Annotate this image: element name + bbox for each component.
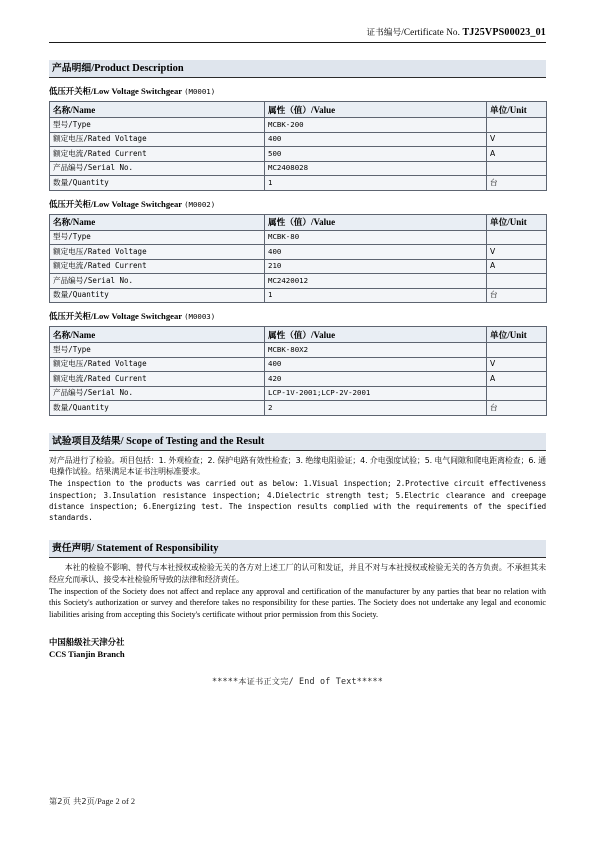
row-label	[50, 230, 265, 245]
column-header-value-en: /Value	[310, 329, 336, 340]
row-value: LCP-1V-2001;LCP-2V-2001	[265, 386, 487, 401]
row-unit	[487, 147, 547, 162]
row-label	[50, 386, 265, 401]
row-label	[50, 147, 265, 162]
row-value: 1	[265, 176, 487, 191]
column-header-value-en: /Value	[310, 217, 336, 227]
row-label-cn: 额定电压	[53, 359, 84, 369]
table-row	[50, 259, 547, 274]
end-of-text-suffix: *****	[356, 676, 383, 687]
row-unit-text: V	[490, 134, 496, 144]
row-value: 210	[265, 259, 487, 274]
row-label-cn: 数量	[53, 177, 69, 187]
page-content	[49, 0, 546, 687]
row-label-cn: 额定电流	[53, 373, 84, 383]
product-group-code: (M0002)	[184, 199, 216, 209]
certificate-number-label-en: /Certificate No.	[401, 27, 461, 37]
column-header-value	[265, 214, 487, 230]
table-row	[50, 161, 547, 176]
product-group-title-cn: 低压开关柜	[49, 86, 91, 96]
row-label-cn: 额定电流	[53, 261, 84, 271]
row-unit	[487, 357, 547, 372]
scope-paragraph-cn: 对产品进行了检验。项目包括：1. 外观检查；2. 保护电路有效性检查；3. 绝缘电阻验证；4. 介电强度试验；5. 电气间隙和爬电距离检查；6. 通电操作试验。结果满足本证书注明标准要求。	[49, 455, 546, 476]
row-label-en: /Rated Current	[83, 261, 147, 271]
column-header-name	[50, 214, 265, 230]
responsibility-paragraph-cn: 本社的检验不影响、替代与本社授权或检验无关的各方对上述工厂的认可和发证，并且不对与本社授权或检验无关的各方负责。不承担其未经应允而承认、接受本社检验所导致的法律和经济责任。	[49, 563, 546, 584]
row-label-cn: 型号	[53, 232, 69, 242]
row-label	[50, 176, 265, 191]
row-label-cn: 型号	[53, 344, 69, 354]
table-row	[50, 274, 547, 289]
row-label-en: /Quantity	[68, 402, 109, 412]
column-header-unit-en: /Unit	[507, 329, 527, 340]
column-header-name-en: /Name	[70, 329, 96, 340]
section-title-cn: 产品明细	[52, 63, 92, 74]
section-title-en: /Product Description	[91, 63, 184, 74]
table-row	[50, 288, 547, 303]
column-header-name-cn: 名称	[53, 105, 71, 116]
page-footer	[49, 796, 546, 807]
row-value: 2	[265, 401, 487, 416]
table-row	[50, 230, 547, 245]
row-label	[50, 132, 265, 147]
row-value: MC2408028	[265, 161, 487, 176]
row-unit	[487, 288, 547, 303]
row-label-en: /Rated Voltage	[83, 246, 147, 256]
column-header-name-en: /Name	[70, 104, 96, 115]
column-header-unit-en: /Unit	[507, 104, 527, 115]
row-unit	[487, 118, 547, 133]
signature-block	[49, 637, 546, 660]
column-header-unit-cn: 单位	[490, 330, 508, 341]
column-header-unit	[487, 327, 547, 343]
row-unit	[487, 401, 547, 416]
row-label	[50, 259, 265, 274]
row-label	[50, 274, 265, 289]
table-header-row	[50, 327, 547, 343]
row-label-cn: 产品编号	[53, 163, 84, 173]
product-group-title	[49, 310, 546, 323]
page-number-en: /Page 2 of 2	[94, 797, 136, 806]
end-of-text-marker	[49, 676, 546, 687]
column-header-value-cn: 属性（值）	[268, 218, 311, 228]
certificate-number-label-cn: 证书编号	[366, 28, 402, 38]
row-label	[50, 245, 265, 260]
issuing-organization-en: CCS Tianjin Branch	[49, 648, 125, 659]
row-unit	[487, 259, 547, 274]
table-row	[50, 132, 547, 147]
table-row	[50, 118, 547, 133]
row-label-en: /Serial No.	[83, 163, 134, 173]
row-label-en: /Quantity	[68, 177, 109, 187]
row-label	[50, 118, 265, 133]
end-of-text-en: / End of Text	[288, 676, 357, 687]
section-header-scope-of-testing	[49, 433, 546, 451]
row-label	[50, 288, 265, 303]
row-unit-text: A	[490, 148, 496, 158]
column-header-value-cn: 属性（值）	[268, 105, 311, 116]
row-value: 500	[265, 147, 487, 162]
page-number-cn: 第2页 共2页	[49, 796, 95, 806]
header-divider	[49, 42, 546, 43]
row-label-cn: 型号	[53, 119, 69, 129]
certificate-number-value: TJ25VPS00023_01	[462, 27, 546, 38]
product-group-code: (M0003)	[184, 312, 216, 321]
row-value: 400	[265, 132, 487, 147]
row-label-en: /Rated Current	[83, 373, 147, 383]
row-label-cn: 额定电流	[53, 148, 84, 158]
product-group-title-cn: 低压开关柜	[49, 311, 91, 321]
column-header-unit-cn: 单位	[490, 218, 508, 228]
row-label-en: /Type	[68, 344, 91, 354]
row-label-en: /Rated Voltage	[83, 359, 147, 369]
row-unit-text: 台	[490, 402, 498, 412]
table-row	[50, 401, 547, 416]
row-value: MCBK-80	[265, 230, 487, 245]
row-label-cn: 额定电压	[53, 246, 84, 256]
row-unit	[487, 176, 547, 191]
row-unit	[487, 132, 547, 147]
row-label-cn: 数量	[53, 290, 69, 300]
row-label	[50, 401, 265, 416]
row-unit	[487, 161, 547, 176]
column-header-name-cn: 名称	[53, 218, 71, 228]
table-header-row	[50, 102, 547, 118]
column-header-unit	[487, 214, 547, 230]
row-value: MCBK-200	[265, 118, 487, 133]
product-group-code: (M0001)	[184, 87, 216, 96]
column-header-name-en: /Name	[70, 217, 96, 227]
row-label-cn: 数量	[53, 402, 69, 412]
row-unit-text: A	[490, 261, 496, 271]
row-unit	[487, 372, 547, 387]
row-value: 1	[265, 288, 487, 303]
row-value: MC2420012	[265, 274, 487, 289]
column-header-unit	[487, 102, 547, 118]
row-value: 400	[265, 245, 487, 260]
product-group-title-cn: 低压开关柜	[49, 198, 91, 209]
row-label-en: /Rated Voltage	[83, 134, 147, 144]
section-title-cn: 试验项目及结果	[52, 435, 121, 447]
row-label	[50, 343, 265, 358]
section-header-statement-of-responsibility	[49, 540, 546, 558]
row-label-cn: 产品编号	[53, 275, 84, 285]
row-label-en: /Quantity	[68, 290, 109, 300]
column-header-value-cn: 属性（值）	[268, 330, 311, 341]
section-header-product-description	[49, 60, 546, 78]
column-header-value-en: /Value	[310, 104, 336, 115]
row-label-en: /Serial No.	[83, 275, 134, 285]
row-unit-text: 台	[490, 290, 498, 300]
row-value: 420	[265, 372, 487, 387]
column-header-value	[265, 102, 487, 118]
column-header-unit-en: /Unit	[507, 217, 527, 227]
section-title-cn: 责任声明	[52, 543, 92, 555]
table-row	[50, 386, 547, 401]
product-spec-table	[49, 326, 547, 416]
scope-paragraph-en: The inspection to the products was carried out as below: 1.Visual inspection; 2.Protective circuit effectiveness inspection; 3.Insulation resistance inspection; 4.Dielectric strength test; 5.Electric clearance and creepage distance inspection; 6.Energizing test. The inspection results complied with the requirements of the specified standards.	[49, 479, 546, 522]
table-row	[50, 372, 547, 387]
table-row	[50, 176, 547, 191]
issuing-organization-cn: 中国船级社天津分社	[49, 637, 125, 648]
table-header-row	[50, 214, 547, 230]
row-label-en: /Type	[68, 119, 91, 129]
product-group-title	[49, 198, 546, 211]
table-row	[50, 357, 547, 372]
product-group-title-en: /Low Voltage Switchgear	[90, 86, 182, 96]
end-of-text-cn: 本证书正文完	[238, 676, 289, 687]
column-header-unit-cn: 单位	[490, 105, 508, 116]
row-unit	[487, 230, 547, 245]
product-group-title-en: /Low Voltage Switchgear	[90, 198, 182, 209]
end-of-text-prefix: *****	[212, 676, 239, 687]
column-header-value	[265, 327, 487, 343]
section-title-en: / Scope of Testing and the Result	[120, 435, 265, 447]
row-unit-text: A	[490, 373, 496, 383]
table-row	[50, 147, 547, 162]
table-row	[50, 245, 547, 260]
row-label-cn: 额定电压	[53, 134, 84, 144]
row-label	[50, 161, 265, 176]
row-label	[50, 372, 265, 387]
row-unit-text: 台	[490, 177, 498, 187]
product-spec-table	[49, 101, 547, 191]
product-group-title	[49, 85, 546, 98]
product-group-title-en: /Low Voltage Switchgear	[90, 311, 182, 321]
row-value: 400	[265, 357, 487, 372]
row-label-cn: 产品编号	[53, 388, 84, 398]
row-label-en: /Type	[68, 232, 91, 242]
row-value: MCBK-80X2	[265, 343, 487, 358]
column-header-name-cn: 名称	[53, 330, 71, 341]
row-unit	[487, 245, 547, 260]
section-title-en: / Statement of Responsibility	[91, 543, 219, 555]
certificate-header	[49, 0, 546, 39]
product-spec-table	[49, 214, 547, 304]
row-unit-text: V	[490, 246, 496, 256]
row-label-en: /Serial No.	[83, 388, 134, 398]
responsibility-paragraph-en: The inspection of the Society does not affect and replace any approval and certification of the manufacturer by any parties that bear no relation with this Society's authorization or survey and therefore takes no responsibility for these parties. The Society does not undertake any legal and economic liabilities arising from accepting this Society's certificate without prior permission from this Society.	[49, 586, 546, 619]
column-header-name	[50, 102, 265, 118]
row-unit	[487, 386, 547, 401]
row-label	[50, 357, 265, 372]
row-label-en: /Rated Current	[83, 148, 147, 158]
row-unit	[487, 343, 547, 358]
column-header-name	[50, 327, 265, 343]
table-row	[50, 343, 547, 358]
row-unit-text: V	[490, 359, 496, 369]
row-unit	[487, 274, 547, 289]
